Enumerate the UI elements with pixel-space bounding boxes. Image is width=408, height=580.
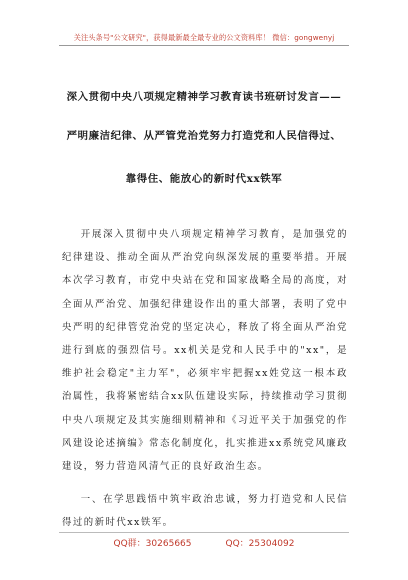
footer-qq-number: QQ：25304092 <box>225 539 295 549</box>
body-paragraph-2: 一、在学思践悟中筑牢政治忠诚，努力打造党和人民信得过的新时代xx铁军。 <box>62 494 348 529</box>
header-divider <box>59 45 349 46</box>
header-promo-text: 关注头条号"公文研究"，获得最新最全最专业的公文资料库！ 微信：gongwenyj <box>73 33 335 42</box>
body-paragraph-1: 开展深入贯彻中央八项规定精神学习教育，是加强党的纪律建设、推动全面从严治党向纵深发展的重要举措。开展本次学习教育，市党中央站在党和国家战略全局的高度，对全面从严治党、加强纪律建设作出的重大部署，表明了党中央严明的纪律管党治党的坚定决心，释放了将全面从严治党进行到底的强烈信号。xx机关是党和人民手中的"xx"，是维护社会稳定"主力军"，必须牢牢把握xx姓党这一根本政治属性，我将紧密结合xx队伍建设实际，持续推动学习贯彻中央八项规定及其实施细则精神和《习近平关于加强党的作风建设论述摘编》常态化制度化，扎实推进xx系统党风廉政建设，努力营造风清气正的良好政治生态。 <box>62 229 348 473</box>
document-title-line-1: 深入贯彻中央八项规定精神学习教育读书班研讨发言—— <box>66 91 342 103</box>
footer-contact <box>0 536 408 549</box>
document-title-line-2: 严明廉洁纪律、从严管党治党努力打造党和人民信得过、 <box>66 130 342 142</box>
footer-qq-group: QQ群：30265665 <box>113 539 192 549</box>
document-title-line-3: 靠得住、能放心的新时代xx铁军 <box>125 173 283 185</box>
footer-divider <box>59 532 349 533</box>
document-body <box>62 223 348 535</box>
